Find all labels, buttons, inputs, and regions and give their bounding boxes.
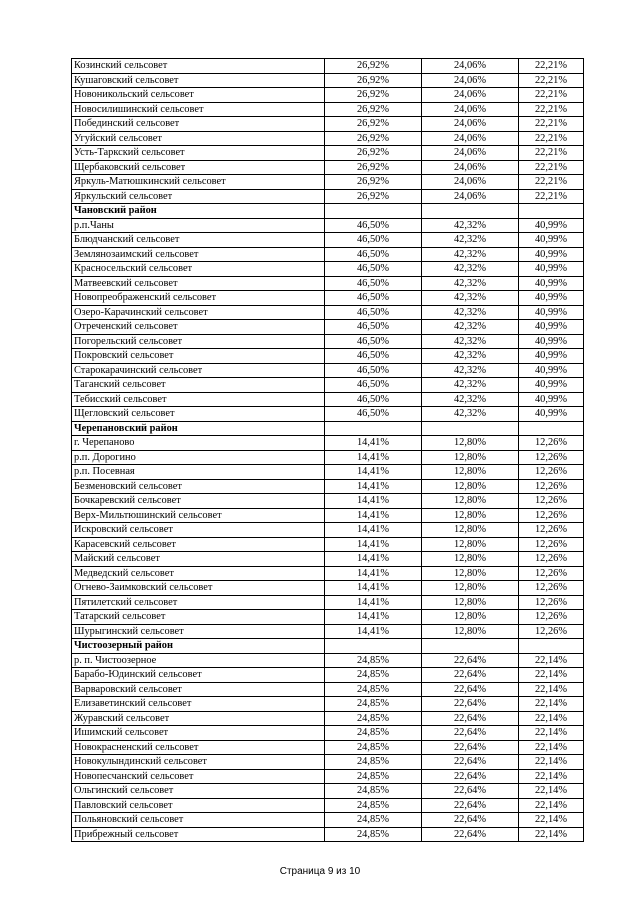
percentage-cell-v1: 26,92% (325, 117, 422, 132)
territory-name-cell: Прибрежный сельсовет (72, 827, 325, 842)
territory-name-cell: Черепановский район (72, 421, 325, 436)
territory-name-cell: Кушаговский сельсовет (72, 73, 325, 88)
percentage-cell-v1: 24,85% (325, 755, 422, 770)
table-body (72, 59, 584, 842)
percentage-cell-v3 (519, 204, 584, 219)
table-row (72, 523, 584, 538)
territory-name-cell: Бочкаревский сельсовет (72, 494, 325, 509)
percentage-cell-v1: 26,92% (325, 73, 422, 88)
percentage-cell-v3: 12,26% (519, 523, 584, 538)
table-row (72, 73, 584, 88)
territory-name-cell: Новопреображенский сельсовет (72, 291, 325, 306)
territory-name-cell: Карасевский сельсовет (72, 537, 325, 552)
table-row (72, 697, 584, 712)
percentage-cell-v3: 40,99% (519, 247, 584, 262)
percentage-cell-v3: 12,26% (519, 610, 584, 625)
percentage-cell-v3: 40,99% (519, 334, 584, 349)
percentage-cell-v1: 26,92% (325, 189, 422, 204)
percentage-cell-v3: 40,99% (519, 262, 584, 277)
percentage-cell-v1: 14,41% (325, 494, 422, 509)
table-row (72, 668, 584, 683)
percentage-cell-v1: 24,85% (325, 697, 422, 712)
territory-name-cell: Елизаветинский сельсовет (72, 697, 325, 712)
percentage-cell-v2: 12,80% (422, 552, 519, 567)
table-row (72, 711, 584, 726)
table-row (72, 508, 584, 523)
percentage-cell-v1: 14,41% (325, 450, 422, 465)
percentage-cell-v1: 26,92% (325, 59, 422, 74)
percentage-cell-v3: 40,99% (519, 378, 584, 393)
percentage-cell-v3: 22,21% (519, 59, 584, 74)
percentage-cell-v2: 24,06% (422, 88, 519, 103)
percentage-cell-v1: 14,41% (325, 552, 422, 567)
percentage-cell-v3: 12,26% (519, 450, 584, 465)
percentage-cell-v2: 12,80% (422, 581, 519, 596)
percentage-cell-v2: 24,06% (422, 146, 519, 161)
table-row (72, 726, 584, 741)
territory-name-cell: Блюдчанский сельсовет (72, 233, 325, 248)
percentage-cell-v1: 24,85% (325, 798, 422, 813)
percentage-cell-v3: 22,14% (519, 726, 584, 741)
percentage-cell-v3: 22,14% (519, 827, 584, 842)
percentage-cell-v2: 12,80% (422, 610, 519, 625)
percentage-cell-v3: 40,99% (519, 276, 584, 291)
percentage-cell-v1: 24,85% (325, 827, 422, 842)
percentage-cell-v3: 12,26% (519, 479, 584, 494)
percentage-cell-v3: 12,26% (519, 566, 584, 581)
table-row (72, 262, 584, 277)
territory-name-cell: Искровский сельсовет (72, 523, 325, 538)
table-row (72, 131, 584, 146)
percentage-cell-v1: 26,92% (325, 131, 422, 146)
territory-name-cell: Погорельский сельсовет (72, 334, 325, 349)
percentage-cell-v1: 24,85% (325, 740, 422, 755)
percentage-cell-v2: 42,32% (422, 378, 519, 393)
percentage-cell-v2: 12,80% (422, 624, 519, 639)
percentage-cell-v3 (519, 421, 584, 436)
percentage-cell-v2: 12,80% (422, 494, 519, 509)
percentage-cell-v2: 42,32% (422, 276, 519, 291)
table-row (72, 349, 584, 364)
percentage-cell-v1: 26,92% (325, 146, 422, 161)
percentage-cell-v3: 12,26% (519, 436, 584, 451)
territory-name-cell: Побединский сельсовет (72, 117, 325, 132)
table-row (72, 653, 584, 668)
table-row (72, 88, 584, 103)
percentage-cell-v2: 12,80% (422, 479, 519, 494)
table-row (72, 160, 584, 175)
percentage-cell-v1 (325, 421, 422, 436)
percentage-cell-v3: 22,21% (519, 189, 584, 204)
territory-name-cell: Старокарачинский сельсовет (72, 363, 325, 378)
percentage-cell-v2: 42,32% (422, 320, 519, 335)
percentage-cell-v1: 24,85% (325, 668, 422, 683)
territory-name-cell: Медведский сельсовет (72, 566, 325, 581)
percentage-cell-v3: 22,21% (519, 131, 584, 146)
percentage-cell-v2: 42,32% (422, 349, 519, 364)
percentage-cell-v3: 22,14% (519, 711, 584, 726)
territory-name-cell: Козинский сельсовет (72, 59, 325, 74)
percentage-cell-v3: 12,26% (519, 552, 584, 567)
percentage-cell-v3: 22,14% (519, 697, 584, 712)
percentage-cell-v3: 12,26% (519, 465, 584, 480)
percentage-cell-v3: 22,14% (519, 682, 584, 697)
table-row (72, 755, 584, 770)
table-row (72, 175, 584, 190)
table-row (72, 769, 584, 784)
percentage-cell-v3: 22,21% (519, 146, 584, 161)
table-row (72, 117, 584, 132)
territory-name-cell: Яркуль-Матюшкинский сельсовет (72, 175, 325, 190)
territory-name-cell: Матвеевский сельсовет (72, 276, 325, 291)
territory-name-cell: Чановский район (72, 204, 325, 219)
percentage-cell-v2: 22,64% (422, 682, 519, 697)
territory-name-cell: Шурыгинский сельсовет (72, 624, 325, 639)
percentage-cell-v2: 42,32% (422, 363, 519, 378)
percentage-cell-v3: 12,26% (519, 624, 584, 639)
percentage-cell-v3: 22,21% (519, 175, 584, 190)
table-row (72, 595, 584, 610)
percentage-cell-v1: 46,50% (325, 276, 422, 291)
percentage-cell-v1: 14,41% (325, 523, 422, 538)
percentage-cell-v3: 22,14% (519, 653, 584, 668)
table-row (72, 102, 584, 117)
table-row (72, 740, 584, 755)
percentage-cell-v2: 22,64% (422, 726, 519, 741)
territory-name-cell: р.п. Дорогино (72, 450, 325, 465)
table-row (72, 291, 584, 306)
territory-name-cell: Журавский сельсовет (72, 711, 325, 726)
percentage-cell-v2: 42,32% (422, 392, 519, 407)
territory-name-cell: Татарский сельсовет (72, 610, 325, 625)
percentage-cell-v1: 24,85% (325, 711, 422, 726)
percentage-cell-v1: 46,50% (325, 305, 422, 320)
table-row (72, 247, 584, 262)
percentage-cell-v2: 42,32% (422, 407, 519, 422)
territory-name-cell: Землянозаимский сельсовет (72, 247, 325, 262)
territory-name-cell: Щегловский сельсовет (72, 407, 325, 422)
territory-name-cell: Огнево-Заимковский сельсовет (72, 581, 325, 596)
percentage-cell-v1: 46,50% (325, 320, 422, 335)
territory-name-cell: Безменовский сельсовет (72, 479, 325, 494)
percentage-cell-v1: 14,41% (325, 508, 422, 523)
percentage-cell-v2: 22,64% (422, 813, 519, 828)
table-row (72, 146, 584, 161)
table-row (72, 59, 584, 74)
percentage-cell-v1: 46,50% (325, 349, 422, 364)
territory-name-cell: Тебисский сельсовет (72, 392, 325, 407)
territory-name-cell: Новоникольский сельсовет (72, 88, 325, 103)
percentage-cell-v3: 22,14% (519, 668, 584, 683)
percentage-cell-v3: 12,26% (519, 494, 584, 509)
territory-name-cell: Пятилетский сельсовет (72, 595, 325, 610)
territory-name-cell: Чистоозерный район (72, 639, 325, 654)
percentage-cell-v3: 22,21% (519, 117, 584, 132)
percentage-cell-v3: 40,99% (519, 233, 584, 248)
table-row (72, 479, 584, 494)
percentage-cell-v1: 14,41% (325, 465, 422, 480)
territory-name-cell: Новосилишинский сельсовет (72, 102, 325, 117)
percentage-cell-v2: 12,80% (422, 465, 519, 480)
percentage-cell-v3: 40,99% (519, 218, 584, 233)
percentage-cell-v2: 24,06% (422, 131, 519, 146)
percentage-cell-v3: 22,21% (519, 73, 584, 88)
percentage-cell-v3: 12,26% (519, 581, 584, 596)
percentage-cell-v1: 26,92% (325, 88, 422, 103)
percentage-cell-v1: 14,41% (325, 595, 422, 610)
percentage-cell-v3: 22,21% (519, 102, 584, 117)
percentage-cell-v1: 14,41% (325, 624, 422, 639)
percentage-cell-v2: 24,06% (422, 117, 519, 132)
percentage-cell-v2: 12,80% (422, 436, 519, 451)
percentage-cell-v2: 24,06% (422, 73, 519, 88)
percentage-cell-v2: 22,64% (422, 668, 519, 683)
district-header-row (72, 639, 584, 654)
percentage-cell-v1: 24,85% (325, 813, 422, 828)
table-row (72, 320, 584, 335)
percentage-cell-v3: 22,21% (519, 160, 584, 175)
territory-name-cell: Ольгинский сельсовет (72, 784, 325, 799)
territory-name-cell: Павловский сельсовет (72, 798, 325, 813)
table-row (72, 465, 584, 480)
percentage-cell-v2: 12,80% (422, 523, 519, 538)
percentage-cell-v1: 46,50% (325, 334, 422, 349)
table-row (72, 334, 584, 349)
percentage-cell-v2: 12,80% (422, 566, 519, 581)
territory-name-cell: Озеро-Карачинский сельсовет (72, 305, 325, 320)
territory-name-cell: Варваровский сельсовет (72, 682, 325, 697)
percentage-cell-v2: 42,32% (422, 233, 519, 248)
percentage-cell-v3: 22,14% (519, 813, 584, 828)
table-row (72, 450, 584, 465)
percentage-table (71, 58, 584, 842)
percentage-cell-v3 (519, 639, 584, 654)
table-row (72, 552, 584, 567)
percentage-cell-v3: 12,26% (519, 508, 584, 523)
territory-name-cell: Верх-Мильтюшинский сельсовет (72, 508, 325, 523)
percentage-cell-v2: 22,64% (422, 769, 519, 784)
percentage-cell-v3: 22,14% (519, 784, 584, 799)
percentage-cell-v1: 14,41% (325, 581, 422, 596)
percentage-cell-v1: 46,50% (325, 363, 422, 378)
percentage-cell-v1: 24,85% (325, 653, 422, 668)
table-row (72, 566, 584, 581)
percentage-cell-v2: 42,32% (422, 334, 519, 349)
percentage-cell-v3: 22,14% (519, 798, 584, 813)
percentage-cell-v2: 24,06% (422, 189, 519, 204)
percentage-cell-v3: 22,21% (519, 88, 584, 103)
percentage-cell-v2: 42,32% (422, 291, 519, 306)
percentage-cell-v3: 40,99% (519, 363, 584, 378)
table-row (72, 378, 584, 393)
percentage-cell-v1: 26,92% (325, 160, 422, 175)
percentage-cell-v1: 24,85% (325, 784, 422, 799)
percentage-cell-v1: 14,41% (325, 566, 422, 581)
percentage-cell-v2: 24,06% (422, 102, 519, 117)
table-row (72, 813, 584, 828)
percentage-cell-v2 (422, 421, 519, 436)
percentage-cell-v1: 24,85% (325, 769, 422, 784)
territory-name-cell: Красносельский сельсовет (72, 262, 325, 277)
percentage-cell-v1: 24,85% (325, 726, 422, 741)
percentage-cell-v2: 12,80% (422, 450, 519, 465)
territory-name-cell: Майский сельсовет (72, 552, 325, 567)
percentage-cell-v2: 22,64% (422, 784, 519, 799)
percentage-cell-v1: 46,50% (325, 392, 422, 407)
table-row (72, 610, 584, 625)
percentage-cell-v2: 12,80% (422, 508, 519, 523)
percentage-cell-v2: 24,06% (422, 175, 519, 190)
territory-name-cell: Таганский сельсовет (72, 378, 325, 393)
table-row (72, 276, 584, 291)
percentage-cell-v2: 12,80% (422, 595, 519, 610)
territory-name-cell: Барабо-Юдинский сельсовет (72, 668, 325, 683)
table-row (72, 392, 584, 407)
percentage-cell-v1: 24,85% (325, 682, 422, 697)
percentage-cell-v1 (325, 639, 422, 654)
page-footer: Страница 9 из 10 (279, 866, 361, 877)
table-row (72, 784, 584, 799)
percentage-cell-v1: 26,92% (325, 102, 422, 117)
percentage-cell-v1: 14,41% (325, 537, 422, 552)
table-row (72, 537, 584, 552)
territory-name-cell: р.п.Чаны (72, 218, 325, 233)
territory-name-cell: Отреченский сельсовет (72, 320, 325, 335)
territory-name-cell: Яркульский сельсовет (72, 189, 325, 204)
percentage-cell-v1: 14,41% (325, 479, 422, 494)
percentage-cell-v2: 12,80% (422, 537, 519, 552)
table-row (72, 363, 584, 378)
table-row (72, 798, 584, 813)
percentage-cell-v1: 46,50% (325, 378, 422, 393)
percentage-cell-v2: 22,64% (422, 740, 519, 755)
table-row (72, 407, 584, 422)
table-row (72, 827, 584, 842)
percentage-cell-v2: 42,32% (422, 262, 519, 277)
territory-name-cell: Новокрасненский сельсовет (72, 740, 325, 755)
table-row (72, 218, 584, 233)
percentage-cell-v1: 46,50% (325, 262, 422, 277)
table-row (72, 233, 584, 248)
percentage-cell-v3: 22,14% (519, 769, 584, 784)
percentage-cell-v3: 40,99% (519, 320, 584, 335)
percentage-cell-v3: 40,99% (519, 407, 584, 422)
percentage-cell-v1: 26,92% (325, 175, 422, 190)
territory-name-cell: р.п. Посевная (72, 465, 325, 480)
percentage-cell-v2: 22,64% (422, 827, 519, 842)
table-row (72, 682, 584, 697)
percentage-cell-v1: 14,41% (325, 436, 422, 451)
percentage-cell-v3: 40,99% (519, 349, 584, 364)
territory-name-cell: Польяновский сельсовет (72, 813, 325, 828)
territory-name-cell: г. Черепаново (72, 436, 325, 451)
percentage-cell-v3: 40,99% (519, 392, 584, 407)
territory-name-cell: Угуйский сельсовет (72, 131, 325, 146)
territory-name-cell: Покровский сельсовет (72, 349, 325, 364)
percentage-cell-v2: 22,64% (422, 653, 519, 668)
percentage-cell-v3: 12,26% (519, 595, 584, 610)
percentage-cell-v2: 24,06% (422, 59, 519, 74)
territory-name-cell: Новокулындинский сельсовет (72, 755, 325, 770)
table-row (72, 305, 584, 320)
percentage-cell-v2: 42,32% (422, 247, 519, 262)
percentage-cell-v1: 46,50% (325, 407, 422, 422)
territory-name-cell: Новопесчанский сельсовет (72, 769, 325, 784)
territory-name-cell: Ишимский сельсовет (72, 726, 325, 741)
territory-name-cell: р. п. Чистоозерное (72, 653, 325, 668)
percentage-cell-v1: 46,50% (325, 247, 422, 262)
percentage-cell-v2 (422, 204, 519, 219)
table-row (72, 436, 584, 451)
percentage-cell-v2: 24,06% (422, 160, 519, 175)
table-row (72, 581, 584, 596)
table-row (72, 494, 584, 509)
percentage-cell-v1 (325, 204, 422, 219)
table-row (72, 624, 584, 639)
percentage-cell-v3: 40,99% (519, 291, 584, 306)
percentage-cell-v1: 46,50% (325, 233, 422, 248)
territory-name-cell: Усть-Таркский сельсовет (72, 146, 325, 161)
percentage-cell-v3: 40,99% (519, 305, 584, 320)
percentage-cell-v2: 22,64% (422, 697, 519, 712)
percentage-cell-v3: 22,14% (519, 755, 584, 770)
percentage-cell-v2: 22,64% (422, 798, 519, 813)
percentage-cell-v1: 46,50% (325, 218, 422, 233)
percentage-cell-v1: 14,41% (325, 610, 422, 625)
district-header-row (72, 421, 584, 436)
percentage-cell-v1: 46,50% (325, 291, 422, 306)
percentage-cell-v2: 42,32% (422, 305, 519, 320)
percentage-cell-v3: 22,14% (519, 740, 584, 755)
percentage-cell-v2: 22,64% (422, 755, 519, 770)
percentage-cell-v2 (422, 639, 519, 654)
table-row (72, 189, 584, 204)
territory-name-cell: Щербаковский сельсовет (72, 160, 325, 175)
percentage-cell-v3: 12,26% (519, 537, 584, 552)
district-header-row (72, 204, 584, 219)
percentage-cell-v2: 42,32% (422, 218, 519, 233)
percentage-cell-v2: 22,64% (422, 711, 519, 726)
